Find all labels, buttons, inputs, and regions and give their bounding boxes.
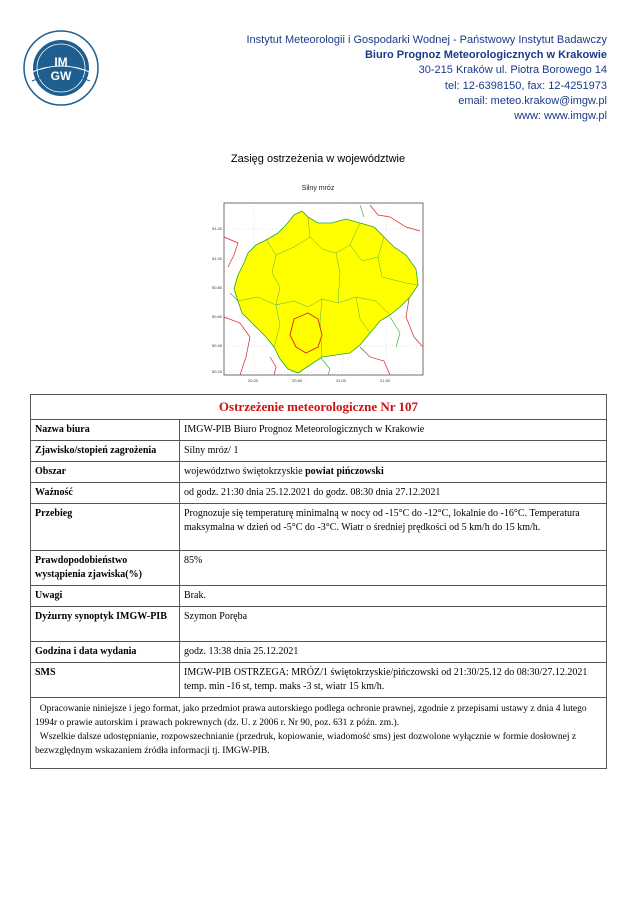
copyright-notice: Opracowanie niniejsze i jego format, jako przedmiot prawa autorskiego podlega ochronie prawnej, zgodnie z przepisami ustawy z dnia 4 lutego 1994r o prawie autorskim i prawach pokrewnych (dz. U. z 2006 r. Nr 90, poz. 631 z późn. zm.). Wszelkie dalsze udostępnianie, rozpowszechnianie (przedruk, kopiowanie, wiadomość sms) jest dozwolone wyłącznie w formie dosłownej z bezwzględnym wskazaniem źródła informacji tj. IMGW-PIB. [31,698,607,769]
lon-label: 21.00 [336,378,347,383]
row-value [180,462,607,483]
table-row [31,663,607,698]
warning-title: Ostrzeżenie meteorologiczne Nr 107 [31,395,607,420]
row-value: Szymon Poręba [180,607,607,642]
area-region: województwo świętokrzyskie [184,466,306,477]
warning-table [30,394,607,769]
row-value: od godz. 21:30 dnia 25.12.2021 do godz. 08:30 dnia 27.12.2021 [180,483,607,504]
lon-label: 21.50 [380,378,391,383]
row-value: godz. 13:38 dnia 25.12.2021 [180,642,607,663]
warning-map [210,197,428,387]
row-label: Dyżurny synoptyk IMGW-PIB [31,607,180,642]
lon-label: 20.00 [248,378,259,383]
row-value: Brak. [180,586,607,607]
row-label: Prawdopodobieństwo wystąpienia zjawiska(%) [31,551,180,586]
table-row [31,642,607,663]
row-label: Godzina i data wydania [31,642,180,663]
lat-label: 50.40 [212,343,223,348]
lon-label: 20.50 [292,378,303,383]
imgw-logo [22,29,100,107]
row-label: Przebieg [31,504,180,551]
table-row [31,551,607,586]
office-address: 30-215 Kraków ul. Piotra Borowego 14 [418,64,607,77]
office-header [246,33,607,124]
table-row [31,420,607,441]
office-www[interactable]: www: www.imgw.pl [514,110,607,123]
office-email[interactable]: email: meteo.krakow@imgw.pl [458,94,607,107]
row-label: Obszar [31,462,180,483]
office-phone: tel: 12-6398150, fax: 12-4251973 [444,79,607,92]
row-label: Ważność [31,483,180,504]
map-title: Zasięg ostrzeżenia w województwie [230,153,406,165]
svg-text:IM: IM [54,55,68,69]
row-label: Uwagi [31,586,180,607]
row-label: SMS [31,663,180,698]
row-value: IMGW-PIB Biuro Prognoz Meteorologicznych w Krakowie [180,420,607,441]
row-label: Zjawisko/stopień zagrożenia [31,441,180,462]
svg-text:GW: GW [50,69,72,83]
lat-label: 51.00 [212,256,223,261]
table-row [31,462,607,483]
row-value: 85% [180,551,607,586]
map-subtitle: Silny mróz [301,185,335,192]
row-value: IMGW-PIB OSTRZEGA: MRÓZ/1 świętokrzyskie/pińczowski od 21:30/25.12 do 08:30/27.12.2021 temp. min -16 st, temp. maks -3 st, wiatr 15 km/h. [180,663,607,698]
table-row [31,586,607,607]
office-name: Biuro Prognoz Meteorologicznych w Krakowie [364,49,607,62]
lat-label: 50.60 [212,314,223,319]
table-row [31,607,607,642]
row-value: Prognozuje się temperaturę minimalną w nocy od -15°C do -12°C, lokalnie do -16°C. Temperatura maksymalna w dzień od -5°C do -3°C. Wiatr o średniej prędkości od 5 km/h do 15 km/h. [180,504,607,551]
area-district: powiat pińczowski [305,466,384,477]
table-row [31,441,607,462]
table-row [31,504,607,551]
row-value: Silny mróz/ 1 [180,441,607,462]
lat-label: 51.20 [212,226,223,231]
institute-name: Instytut Meteorologii i Gospodarki Wodnej - Państwowy Instytut Badawczy [246,34,607,46]
lat-label: 50.80 [212,285,223,290]
row-label: Nazwa biura [31,420,180,441]
lat-label: 50.20 [212,369,223,374]
table-row [31,483,607,504]
